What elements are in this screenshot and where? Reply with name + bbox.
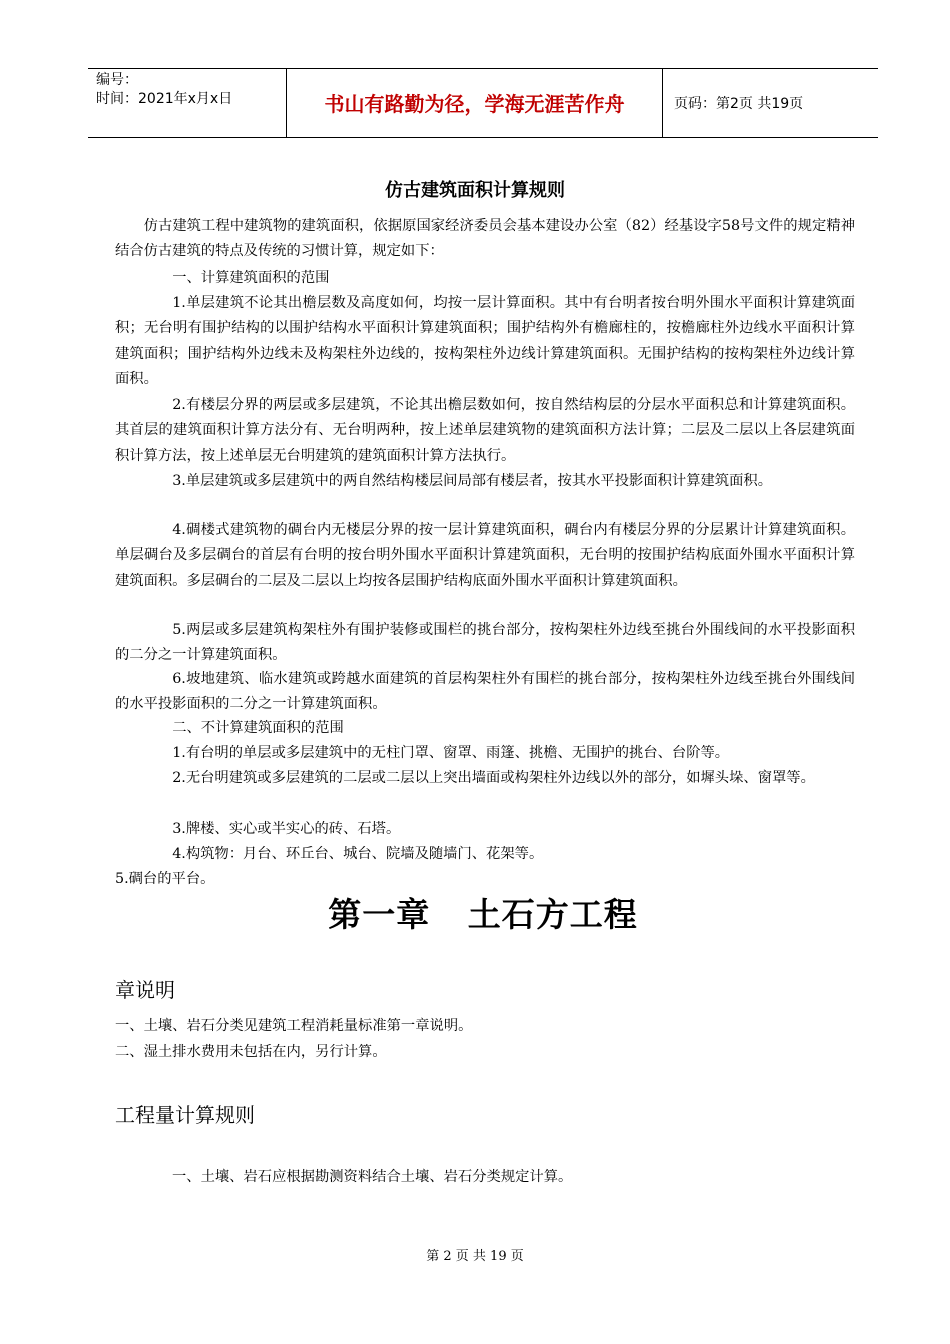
page-footer: 第 2 页 共 19 页 (426, 1249, 524, 1264)
intro-paragraph: 仿古建筑工程中建筑物的建筑面积，依据原国家经济委员会基本建设办公室（82）经基设字58号文件的规定精神结合仿古建筑的特点及传统的习惯计算，规定如下： (115, 218, 855, 260)
section1-item-5: 5.两层或多层建筑构架柱外有围护装修或围栏的挑台部分，按构架柱外边线至挑台外围线间的水平投影面积的二分之一计算建筑面积。 (115, 622, 855, 664)
section1-item-3: 3.单层建筑或多层建筑中的两自然结构楼层间局部有楼层者，按其水平投影面积计算建筑面积。 (172, 473, 772, 489)
section2-heading: 二、不计算建筑面积的范围 (172, 720, 344, 736)
section1-item-2: 2.有楼层分界的两层或多层建筑，不论其出檐层数如何，按自然结构层的分层水平面积总和计算建筑面积。其首层的建筑面积计算方法分有、无台明两种，按上述单层建筑物的建筑面积方法计算；二层及二层以上各层建筑面积计算方法，按上述单层无台明建筑的建筑面积计算方法执行。 (115, 397, 855, 464)
time-label: 时间：2021年x月x日 (96, 91, 233, 107)
chapter-note-1: 一、土壤、岩石分类见建筑工程消耗量标准第一章说明。 (115, 1018, 473, 1034)
number-label: 编号： (96, 72, 138, 88)
section2-item-4: 4.构筑物：月台、环丘台、城台、院墙及随墙门、花架等。 (172, 846, 544, 862)
chapter-note-2: 二、湿土排水费用未包括在内，另行计算。 (115, 1044, 387, 1060)
section1-item-4: 4.碉楼式建筑物的碉台内无楼层分界的按一层计算建筑面积，碉台内有楼层分界的分层累计计算建筑面积。单层碉台及多层碉台的首层有台明的按台明外围水平面积计算建筑面积，无台明的按围护结构底面外围水平面积计算建筑面积。多层碉台的二层及二层以上均按各层围护结构底面外围水平面积计算建筑面积。 (115, 522, 855, 589)
document-header (88, 68, 878, 138)
section1-item-6: 6.坡地建筑、临水建筑或跨越水面建筑的首层构架柱外有围栏的挑台部分，按构架柱外边线至挑台外围线间的水平投影面积的二分之一计算建筑面积。 (115, 671, 855, 713)
section2-item-3: 3.牌楼、实心或半实心的砖、石塔。 (172, 821, 401, 837)
section1-item-1: 1.单层建筑不论其出檐层数及高度如何，均按一层计算面积。其中有台明者按台明外围水平面积计算建筑面积；无台明有围护结构的以围护结构水平面积计算建筑面积；围护结构外有檐廊柱的，按檐廊柱外边线水平面积计算建筑面积；围护结构外边线未及构架柱外边线的，按构架柱外边线计算建筑面积。无围护结构的按构架柱外边线计算面积。 (115, 295, 855, 388)
header-page-label: 页码：第2页 共19页 (674, 96, 804, 112)
section2-item-5: 5.碉台的平台。 (115, 871, 215, 887)
section1-heading: 一、计算建筑面积的范围 (172, 270, 330, 286)
header-page-cell (662, 69, 878, 137)
rules-item-1: 一、土壤、岩石应根据勘测资料结合土壤、岩石分类规定计算。 (172, 1169, 573, 1185)
rules-heading: 工程量计算规则 (115, 1103, 255, 1127)
page-title: 仿古建筑面积计算规则 (385, 180, 565, 201)
section2-item-1: 1.有台明的单层或多层建筑中的无柱门罩、窗罩、雨篷、挑檐、无围护的挑台、台阶等。 (172, 745, 730, 761)
header-motto-cell (286, 69, 663, 137)
chapter-title: 第一章 土石方工程 (328, 895, 638, 934)
header-motto: 书山有路勤为径，学海无涯苦作舟 (324, 92, 625, 116)
chapter-notes-heading: 章说明 (115, 978, 175, 1002)
section2-item-2: 2.无台明建筑或多层建筑的二层或二层以上突出墙面或构架柱外边线以外的部分，如墀头垛、窗罩等。 (172, 770, 815, 786)
header-meta-cell (88, 69, 286, 137)
